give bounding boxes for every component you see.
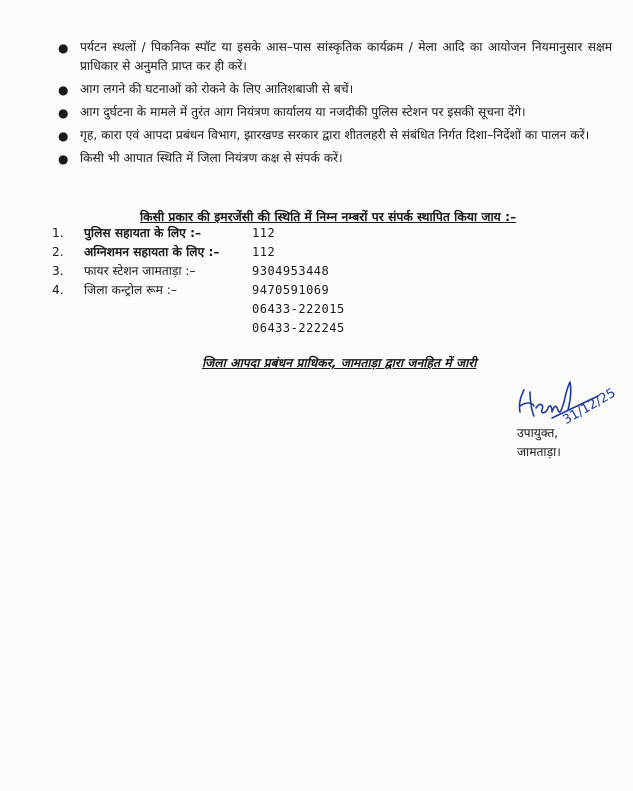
contact-label: जिला कन्ट्रोल रूम :–: [84, 283, 177, 297]
contact-label: पुलिस सहायता के लिए :–: [84, 226, 202, 240]
place: जामताड़ा।: [517, 445, 561, 459]
list-item: [54, 126, 612, 145]
list-item-text: गृह, कारा एवं आपदा प्रबंधन विभाग, झारखण्ड सरकार द्वारा शीतलहरी से संबंधित निर्गत दिशा–निर्देशों का पालन करें।: [80, 128, 590, 142]
signature-date: 31/12/25: [560, 385, 619, 428]
contact-label: अग्निशमन सहायता के लिए :–: [84, 245, 220, 259]
contact-phone: 112: [252, 245, 276, 259]
contact-row: [52, 281, 452, 300]
list-item: [54, 38, 612, 76]
contact-row: [52, 300, 452, 319]
contact-list: [52, 224, 452, 338]
contact-row: [52, 243, 452, 262]
contact-number-index: 4.: [52, 283, 64, 297]
signoff-block: [517, 424, 561, 462]
list-item: [54, 149, 612, 168]
contact-phone: 06433-222015: [252, 302, 345, 316]
bullet-icon: ●: [58, 129, 69, 143]
contact-phone: 112: [252, 226, 276, 240]
emergency-heading: किसी प्रकार की इमरजेंसी की स्थिति में निम्न नम्बरों पर संपर्क स्थापित किया जाय :–: [140, 210, 517, 224]
handwritten-signature: [512, 372, 619, 432]
list-item-text: किसी भी आपात स्थिति में जिला नियंत्रण कक्ष से संपर्क करें।: [80, 151, 343, 165]
contact-number-index: 3.: [52, 264, 64, 278]
release-line: जिला आपदा प्रबंधन प्राधिकर, जामताड़ा द्वारा जनहित में जारी: [202, 356, 477, 370]
contact-number-index: 1.: [52, 226, 64, 240]
contact-phone: 06433-222245: [252, 321, 345, 335]
contact-phone: 9470591069: [252, 283, 330, 297]
bullet-icon: ●: [58, 152, 69, 166]
bullet-icon: ●: [58, 83, 69, 97]
precaution-list: [54, 38, 612, 172]
list-item-text: आग दुर्घटना के मामले में तुरंत आग नियंत्रण कार्यालय या नजदीकी पुलिस स्टेशन पर इसकी सूचना देंगे।: [80, 105, 526, 119]
list-item: [54, 103, 612, 122]
contact-row: [52, 224, 452, 243]
contact-label: फायर स्टेशन जामताड़ा :–: [84, 264, 196, 278]
list-item-text: आग लगने की घटनाओं को रोकने के लिए आतिशबाजी से बचें।: [80, 82, 354, 96]
contact-number-index: 2.: [52, 245, 64, 259]
bullet-icon: ●: [58, 41, 69, 55]
contact-row: [52, 262, 452, 281]
bullet-icon: ●: [58, 106, 69, 120]
contact-phone: 9304953448: [252, 264, 330, 278]
list-item: [54, 80, 612, 99]
list-item-text: पर्यटन स्थलों / पिकनिक स्पॉट या इसके आस–पास सांस्कृतिक कार्यक्रम / मेला आदि का आयोजन नियमानुसार सक्षम प्राधिकार से अनुमति प्राप्त कर ही करें।: [80, 40, 612, 73]
contact-row: [52, 319, 452, 338]
designation: उपायुक्त,: [517, 426, 559, 440]
